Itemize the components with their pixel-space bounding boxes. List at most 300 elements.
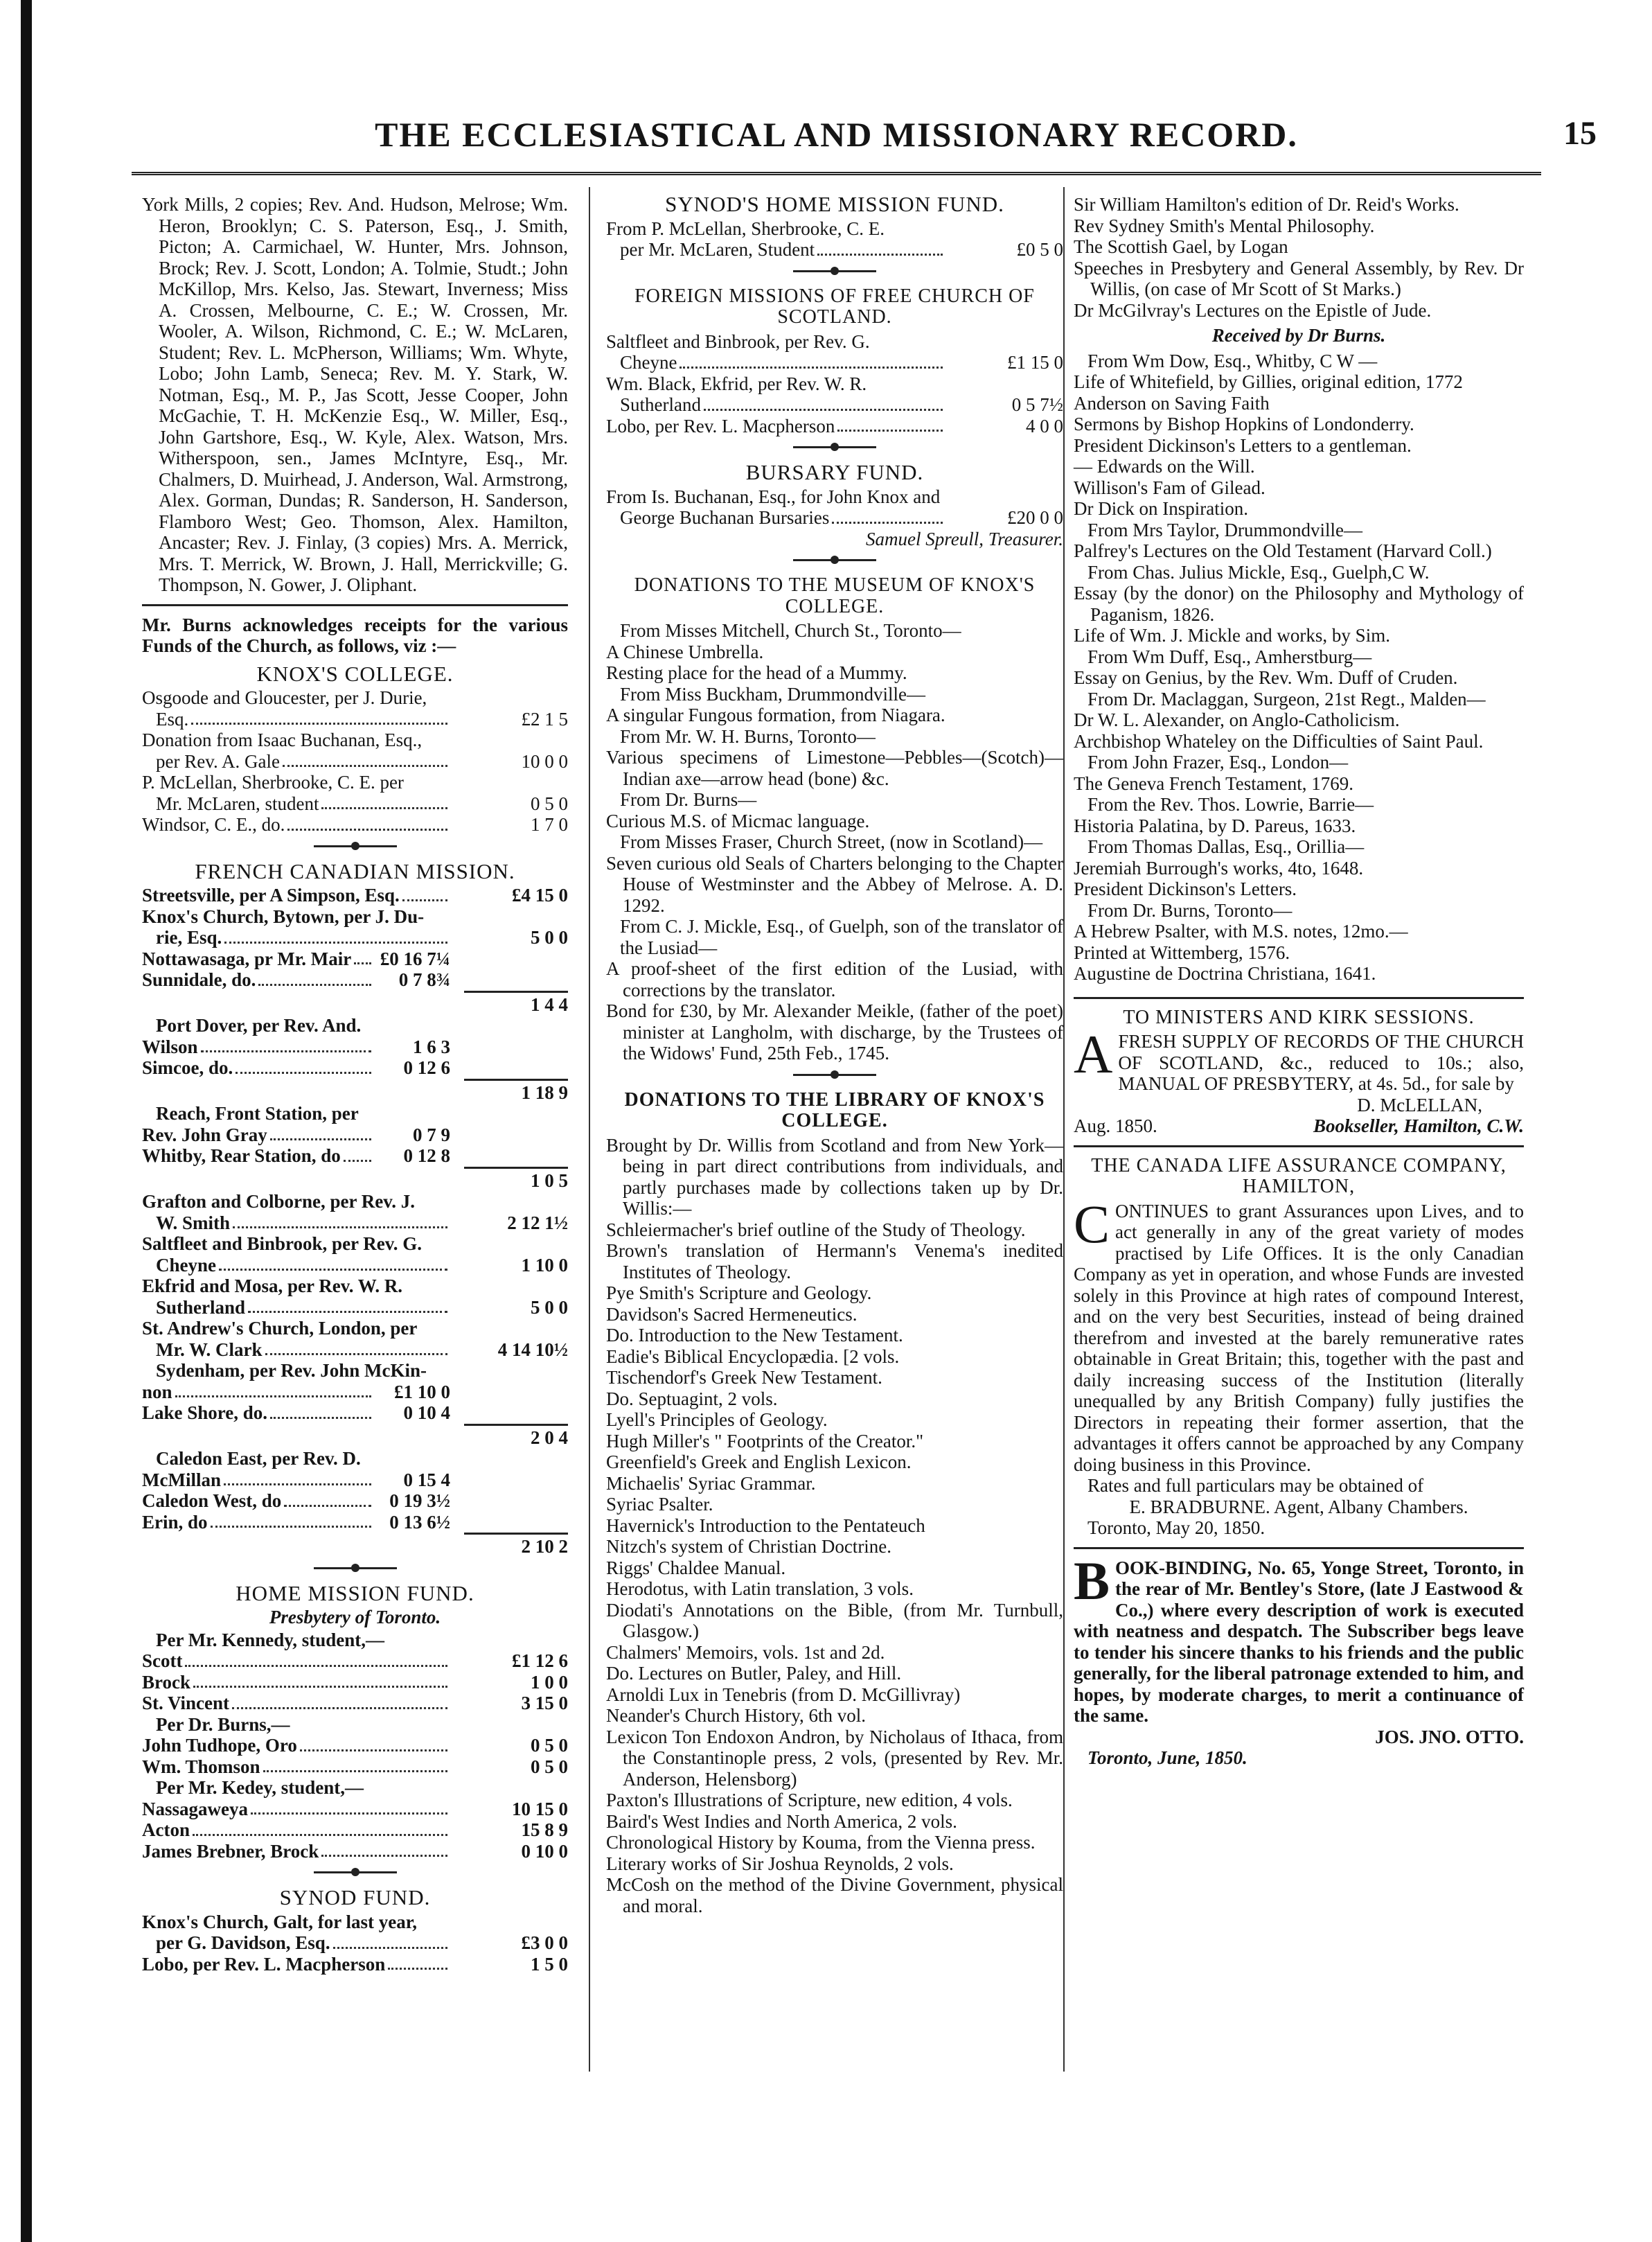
entry-line: From P. McLellan, Sherbrooke, C. E. bbox=[606, 218, 885, 239]
leader-dots bbox=[175, 1395, 371, 1397]
receipt-label: W. Smith bbox=[156, 1212, 231, 1233]
receipt-amount: £0 16 7¼ bbox=[380, 948, 450, 969]
column-left bbox=[142, 194, 568, 1975]
receipt-row bbox=[142, 793, 568, 815]
receipt-label: Lake Shore, do. bbox=[142, 1402, 268, 1423]
receipt-amount: 15 8 9 bbox=[521, 1819, 568, 1840]
leader-dots bbox=[837, 430, 943, 432]
receipt-amount: 1 10 0 bbox=[521, 1254, 568, 1276]
receipt-label: Esq. bbox=[156, 708, 189, 730]
list-item: Eadie's Biblical Encyclopædia. [2 vols. bbox=[606, 1345, 900, 1367]
receipt-label: Mr. W. Clark bbox=[156, 1339, 263, 1360]
receipt-label: Erin, do bbox=[142, 1511, 208, 1533]
divider bbox=[1074, 1145, 1524, 1147]
list-item: A proof-sheet of the first edition of the Lusiad, with corrections by the translator. bbox=[606, 958, 1063, 1000]
entry-line: Grafton and Colborne, per Rev. J. bbox=[142, 1191, 416, 1212]
receipt-row bbox=[142, 1124, 568, 1146]
subtotal bbox=[142, 1424, 568, 1449]
list-item: President Dickinson's Letters. bbox=[1074, 879, 1297, 899]
receipt-label: Cheyne bbox=[620, 352, 677, 373]
receipt-label: Nottawasaga, pr Mr. Mair bbox=[142, 948, 352, 969]
ad-records-signature: Bookseller, Hamilton, C.W. bbox=[1313, 1115, 1524, 1136]
list-item: Sir William Hamilton's edition of Dr. Reid's Works. bbox=[1074, 194, 1459, 215]
subtotal bbox=[142, 991, 568, 1016]
receipt-row bbox=[142, 814, 568, 836]
receipt-amount: 4 14 10½ bbox=[497, 1339, 568, 1360]
entry-line: Per Mr. Kedey, student,— bbox=[156, 1777, 364, 1798]
list-item: Syriac Psalter. bbox=[606, 1494, 713, 1515]
list-item: Archbishop Whateley on the Difficulties of Saint Paul. bbox=[1074, 730, 1484, 752]
receipt-row bbox=[142, 1672, 568, 1693]
receipt-amount: £20 0 0 bbox=[1007, 507, 1063, 528]
home-mission-receipts bbox=[142, 1630, 568, 1862]
leader-dots bbox=[270, 1417, 371, 1419]
foreign-missions-heading: FOREIGN MISSIONS OF FREE CHURCH OF SCOTLAND. bbox=[634, 285, 1035, 328]
receipt-label: per Mr. McLaren, Student bbox=[620, 239, 815, 260]
receipt-amount: 0 19 3½ bbox=[389, 1490, 450, 1511]
receipt-label: James Brebner, Brock bbox=[142, 1840, 319, 1862]
list-item: Historia Palatina, by D. Pareus, 1633. bbox=[1074, 815, 1356, 836]
receipt-amount: 0 5 0 bbox=[531, 793, 568, 814]
synod-home-heading: SYNOD'S HOME MISSION FUND. bbox=[665, 192, 1004, 216]
french-mission-heading: FRENCH CANADIAN MISSION. bbox=[195, 858, 515, 883]
receipt-row bbox=[142, 1954, 568, 1975]
list-item: Brought by Dr. Willis from Scotland and from New York—being in part direct contributions from individuals, and partly purchases made by collections taken up by Dr. Willis:— bbox=[606, 1134, 1063, 1219]
receipt-row bbox=[142, 1841, 568, 1862]
receipt-row bbox=[606, 239, 1063, 261]
receipt-label: Streetsville, per A Simpson, Esq. bbox=[142, 885, 400, 906]
ad-canada-life-body: ONTINUES to grant Assurances upon Lives, and to act generally in any of the great variety of modes practised by Life Offices. It is the only Canadian Company as yet in operation, and whose Funds are invested solely in this Province at high rates of compound Interest, and on the very best Securities, instead of being drained therefrom and invested at the barely remunerative rates obtainable in Great Britain; this, together with the past and daily increasing success of the Institution (literally unequalled by any British Company) fully justifies the Directors in repeating their former assertion, that the advantages it offers cannot be approached by any Company doing business in this Province. bbox=[1074, 1200, 1524, 1475]
receipt-label: Nassagaweya bbox=[142, 1798, 248, 1819]
ad-canada-life-heading: THE CANADA LIFE ASSURANCE COMPANY, HAMILTON, bbox=[1091, 1154, 1507, 1197]
list-item: Baird's West Indies and North America, 2 vols. bbox=[606, 1810, 957, 1832]
divider bbox=[1074, 997, 1524, 999]
list-item: Schleiermacher's brief outline of the Study of Theology. bbox=[606, 1219, 1026, 1240]
subtotal bbox=[142, 1533, 568, 1557]
ad-canada-life bbox=[1074, 1156, 1524, 1539]
list-item: Brown's translation of Hermann's Venema's inedited Institutes of Theology. bbox=[606, 1240, 1063, 1282]
list-item: From Misses Mitchell, Church St., Toronto— bbox=[620, 620, 961, 641]
list-item: From Dr. Burns, Toronto— bbox=[1087, 899, 1293, 921]
receipt-label: per Rev. A. Gale bbox=[156, 750, 280, 772]
list-item: Seven curious old Seals of Charters belonging to the Chapter House of Westminster and the Abbey of Melrose. A. D. 1292. bbox=[606, 852, 1063, 916]
leader-dots bbox=[283, 765, 447, 767]
entry-line: Knox's Church, Bytown, per J. Du- bbox=[142, 906, 425, 927]
receipt-amount: £3 0 0 bbox=[521, 1932, 568, 1953]
page-number: 15 bbox=[1563, 115, 1597, 152]
list-item: Do. Introduction to the New Testament. bbox=[606, 1325, 903, 1345]
list-item: Dr W. L. Alexander, on Anglo-Catholicism. bbox=[1074, 709, 1400, 730]
list-item: Various specimens of Limestone—Pebbles—(Scotch)—Indian axe—arrow head (bone) &c. bbox=[606, 747, 1063, 789]
divider bbox=[793, 559, 876, 565]
library-donations-continued bbox=[1074, 194, 1524, 321]
list-item: Herodotus, with Latin translation, 3 vols. bbox=[606, 1578, 914, 1599]
leader-dots bbox=[388, 1968, 447, 1970]
list-item: Essay (by the donor) on the Philosophy and Mythology of Paganism, 1826. bbox=[1074, 583, 1524, 625]
receipt-row bbox=[142, 1057, 568, 1079]
subtotal-amount: 2 10 2 bbox=[464, 1533, 568, 1557]
receipt-label: Scott bbox=[142, 1650, 183, 1671]
leader-dots bbox=[236, 1072, 371, 1074]
list-item: From Misses Fraser, Church Street, (now in Scotland)— bbox=[620, 831, 1043, 852]
bursary-heading: BURSARY FUND. bbox=[745, 460, 924, 484]
leader-dots bbox=[321, 1855, 447, 1857]
receipt-label: Mr. McLaren, student bbox=[156, 793, 319, 814]
receipt-label: rie, Esq. bbox=[156, 927, 222, 948]
entry-line: Saltfleet and Binbrook, per Rev. G. bbox=[606, 330, 870, 352]
list-item: Chronological History by Kouma, from the Vienna press. bbox=[606, 1832, 1036, 1853]
receipt-label: Wilson bbox=[142, 1036, 198, 1057]
receipt-row bbox=[142, 1490, 568, 1512]
receipt-amount: 2 12 1½ bbox=[507, 1212, 568, 1233]
receipt-amount: 0 10 4 bbox=[403, 1402, 450, 1423]
french-mission-receipts bbox=[142, 885, 568, 1557]
list-item: Do. Lectures on Butler, Paley, and Hill. bbox=[606, 1663, 902, 1684]
entry-line: Ekfrid and Mosa, per Rev. W. R. bbox=[142, 1276, 403, 1296]
list-item: The Scottish Gael, by Logan bbox=[1074, 236, 1288, 257]
leader-dots bbox=[354, 962, 371, 964]
list-item: From Wm Dow, Esq., Whitby, C W — bbox=[1087, 350, 1378, 371]
leader-dots bbox=[704, 409, 943, 411]
list-item: From Chas. Julius Mickle, Esq., Guelph,C W. bbox=[1087, 561, 1430, 583]
list-item: Hugh Miller's " Footprints of the Creator." bbox=[606, 1430, 924, 1451]
receipt-label: St. Vincent bbox=[142, 1693, 230, 1713]
list-item: Literary works of Sir Joshua Reynolds, 2 vols. bbox=[606, 1853, 954, 1874]
list-item: Anderson on Saving Faith bbox=[1074, 392, 1270, 414]
receipt-label: Sutherland bbox=[156, 1296, 246, 1318]
list-item: Augustine de Doctrina Christiana, 1641. bbox=[1074, 963, 1376, 984]
divider bbox=[142, 604, 568, 606]
leader-dots bbox=[321, 807, 447, 809]
list-item: Neander's Church History, 6th vol. bbox=[606, 1705, 867, 1726]
leader-dots bbox=[287, 829, 447, 831]
ad-canada-life-date: Toronto, May 20, 1850. bbox=[1087, 1517, 1265, 1538]
ad-book-binding-body: OOK-BINDING, No. 65, Yonge Street, Toronto, in the rear of Mr. Bentley's Store, (late J Eastwood & Co.,) where every description of work is executed with neatness and despatch. The Subscriber begs leave to tender his sincere thanks to his friends and the public generally, for the liberal patronage extended to him, and hopes, by moderate charges, to merit a continuance of the same. bbox=[1074, 1557, 1524, 1726]
divider bbox=[314, 1567, 397, 1573]
entry-line: Wm. Black, Ekfrid, per Rev. W. R. bbox=[606, 373, 867, 394]
receipt-label: Whitby, Rear Station, do bbox=[142, 1145, 341, 1166]
list-item: Riggs' Chaldee Manual. bbox=[606, 1557, 786, 1578]
list-item: Curious M.S. of Micmac language. bbox=[606, 810, 870, 831]
list-item: Life of Wm. J. Mickle and works, by Sim. bbox=[1074, 625, 1390, 646]
receipt-amount: 3 15 0 bbox=[521, 1693, 568, 1713]
receipt-amount: 5 0 0 bbox=[531, 927, 568, 948]
receipt-row bbox=[142, 1512, 568, 1533]
list-item: Diodati's Annotations on the Bible, (from Mr. Turnbull, Glasgow.) bbox=[606, 1599, 1063, 1641]
list-item: Willison's Fam of Gilead. bbox=[1074, 477, 1265, 498]
receipt-amount: 0 7 9 bbox=[413, 1124, 450, 1145]
receipt-row bbox=[142, 709, 568, 730]
list-item: Chalmers' Memoirs, vols. 1st and 2d. bbox=[606, 1641, 885, 1663]
receipt-row bbox=[142, 969, 568, 991]
ad-canada-life-more: Rates and full particulars may be obtained of bbox=[1087, 1475, 1424, 1496]
subtotal-amount: 1 4 4 bbox=[464, 991, 568, 1016]
knox-college-heading: KNOX'S COLLEGE. bbox=[256, 661, 454, 686]
list-item: Speeches in Presbytery and General Assembly, by Rev. Dr Willis, (on case of Mr Scott of St Marks.) bbox=[1074, 257, 1524, 299]
receipt-amount: 0 12 6 bbox=[403, 1057, 450, 1078]
list-item: Jeremiah Burrough's works, 4to, 1648. bbox=[1074, 857, 1364, 879]
leader-dots bbox=[265, 1353, 447, 1355]
receipt-row bbox=[142, 885, 568, 906]
receipt-amount: 0 5 0 bbox=[531, 1756, 568, 1777]
receipt-row bbox=[142, 1469, 568, 1491]
list-item: Resting place for the head of a Mummy. bbox=[606, 662, 907, 683]
list-item: From C. J. Mickle, Esq., of Guelph, son of the translator of the Lusiad— bbox=[620, 916, 1063, 958]
drop-cap: A bbox=[1074, 1024, 1113, 1084]
list-item: From Dr. Burns— bbox=[620, 789, 757, 810]
receipt-amount: 5 0 0 bbox=[531, 1296, 568, 1318]
entry-line: Reach, Front Station, per bbox=[156, 1103, 359, 1124]
leader-dots bbox=[284, 1505, 371, 1507]
leader-dots bbox=[258, 984, 371, 986]
list-item: From Mrs Taylor, Drummondville— bbox=[1087, 519, 1363, 540]
drop-cap: C bbox=[1074, 1193, 1110, 1254]
leader-dots bbox=[680, 367, 943, 369]
list-item: Havernick's Introduction to the Pentateuch bbox=[606, 1515, 925, 1536]
receipt-row bbox=[142, 1735, 568, 1756]
leader-dots bbox=[402, 899, 447, 901]
museum-heading: DONATIONS TO THE MUSEUM OF KNOX'S COLLEGE. bbox=[634, 574, 1036, 617]
entry-line: Per Dr. Burns,— bbox=[156, 1713, 290, 1735]
list-item: A Hebrew Psalter, with M.S. notes, 12mo.— bbox=[1074, 921, 1408, 942]
leader-dots bbox=[201, 1050, 371, 1052]
leader-dots bbox=[191, 723, 447, 725]
receipt-row bbox=[142, 1402, 568, 1424]
receipt-label: Rev. John Gray bbox=[142, 1124, 267, 1145]
entry-line: Saltfleet and Binbrook, per Rev. G. bbox=[142, 1233, 423, 1254]
receipt-amount: 0 10 0 bbox=[521, 1840, 568, 1862]
column-right bbox=[1074, 194, 1524, 1769]
divider bbox=[1074, 1547, 1524, 1549]
leader-dots bbox=[270, 1138, 371, 1140]
receipt-amount: 1 5 0 bbox=[531, 1953, 568, 1975]
ad-records-date: Aug. 1850. bbox=[1074, 1115, 1157, 1136]
leader-dots bbox=[263, 1770, 447, 1772]
entry-line: From Is. Buchanan, Esq., for John Knox and bbox=[606, 486, 941, 507]
list-item: Lyell's Principles of Geology. bbox=[606, 1409, 828, 1430]
list-item: President Dickinson's Letters to a gentleman. bbox=[1074, 434, 1412, 456]
subtotal bbox=[142, 1079, 568, 1104]
leader-dots bbox=[333, 1947, 447, 1949]
received-heading: Received by Dr Burns. bbox=[1211, 325, 1386, 346]
leader-dots bbox=[232, 1707, 447, 1709]
receipt-amount: £4 15 0 bbox=[512, 885, 568, 906]
list-item: Bond for £30, by Mr. Alexander Meikle, (father of the poet) minister at Langholm, with discharge, by the Trustees of the Widows' Fund, 25th Feb., 1745. bbox=[606, 1000, 1063, 1063]
page-title: THE ECCLESIASTICAL AND MISSIONARY RECORD. bbox=[375, 115, 1298, 154]
receipt-label: Wm. Thomson bbox=[142, 1756, 260, 1777]
entry-line: Donation from Isaac Buchanan, Esq., bbox=[142, 730, 423, 750]
divider bbox=[793, 270, 876, 276]
receipt-label: Lobo, per Rev. L. Macpherson bbox=[142, 1953, 386, 1975]
receipt-row bbox=[142, 1382, 568, 1403]
receipt-amount: 0 7 8¾ bbox=[398, 969, 450, 990]
leader-dots bbox=[251, 1812, 447, 1815]
list-item: From the Rev. Thos. Lowrie, Barrie— bbox=[1087, 794, 1374, 815]
list-item: Do. Septuagint, 2 vols. bbox=[606, 1388, 778, 1409]
subtotal-amount: 1 0 5 bbox=[464, 1167, 568, 1192]
list-item: Tischendorf's Greek New Testament. bbox=[606, 1367, 882, 1388]
leader-dots bbox=[211, 1526, 371, 1528]
receipt-row bbox=[606, 352, 1063, 373]
receipt-row bbox=[142, 1819, 568, 1841]
knox-college-receipts bbox=[142, 687, 568, 836]
subtotal bbox=[142, 1167, 568, 1192]
subtotal-amount: 1 18 9 bbox=[464, 1079, 568, 1104]
receipt-amount: £1 15 0 bbox=[1007, 352, 1063, 373]
receipt-row bbox=[142, 1756, 568, 1778]
receipt-row bbox=[142, 751, 568, 773]
header-rule bbox=[132, 172, 1541, 175]
receipt-label: Sutherland bbox=[620, 394, 701, 415]
receipt-row bbox=[142, 1255, 568, 1276]
leader-dots bbox=[248, 1311, 447, 1313]
entry-line: Caledon East, per Rev. D. bbox=[156, 1448, 361, 1469]
scan-edge-bar bbox=[21, 0, 32, 2242]
leader-dots bbox=[233, 1226, 447, 1228]
divider bbox=[314, 845, 397, 851]
list-item: Pye Smith's Scripture and Geology. bbox=[606, 1282, 872, 1303]
receipt-amount: £1 12 6 bbox=[512, 1650, 568, 1671]
leader-dots bbox=[185, 1665, 447, 1667]
leader-dots bbox=[344, 1160, 371, 1162]
list-item: From John Frazer, Esq., London— bbox=[1087, 752, 1349, 773]
receipt-label: per G. Davidson, Esq. bbox=[156, 1932, 330, 1953]
subtotal-amount: 2 0 4 bbox=[464, 1424, 568, 1449]
library-heading: DONATIONS TO THE LIBRARY OF KNOX'S COLLEGE. bbox=[624, 1088, 1045, 1131]
receipt-row bbox=[142, 1650, 568, 1672]
receipt-row bbox=[606, 416, 1063, 437]
list-item: Life of Whitefield, by Gillies, original edition, 1772 bbox=[1074, 371, 1463, 392]
receipt-label: McMillan bbox=[142, 1469, 221, 1490]
entry-line: St. Andrew's Church, London, per bbox=[142, 1318, 418, 1339]
list-item: — Edwards on the Will. bbox=[1074, 456, 1255, 477]
list-item: Essay on Genius, by the Rev. Wm. Duff of Cruden. bbox=[1074, 667, 1458, 688]
entry-line: Sydenham, per Rev. John McKin- bbox=[156, 1360, 427, 1381]
list-item: The Geneva French Testament, 1769. bbox=[1074, 773, 1353, 794]
ad-records-name: D. McLELLAN, bbox=[1357, 1094, 1482, 1115]
receipt-label: Cheyne bbox=[156, 1254, 216, 1276]
receipt-amount: 0 5 0 bbox=[531, 1735, 568, 1756]
receipt-label: non bbox=[142, 1381, 172, 1402]
receipt-row bbox=[142, 1297, 568, 1318]
receipt-row bbox=[606, 507, 1063, 529]
list-item: Michaelis' Syriac Grammar. bbox=[606, 1472, 816, 1494]
receipt-label: Brock bbox=[142, 1671, 191, 1693]
receipt-amount: £2 1 5 bbox=[521, 708, 568, 730]
receipt-amount: £1 10 0 bbox=[394, 1381, 450, 1402]
column-divider bbox=[589, 187, 590, 2072]
divider bbox=[793, 446, 876, 452]
home-mission-heading: HOME MISSION FUND. bbox=[236, 1580, 474, 1605]
synod-fund-receipts bbox=[142, 1912, 568, 1975]
receipt-row bbox=[606, 394, 1063, 416]
ad-canada-life-signature: E. BRADBURNE. Agent, Albany Chambers. bbox=[1129, 1496, 1468, 1517]
home-mission-subheading: Presbytery of Toronto. bbox=[269, 1607, 441, 1627]
list-item: Dr Dick on Inspiration. bbox=[1074, 498, 1248, 519]
ad-book-binding-signature: JOS. JNO. OTTO. bbox=[1375, 1726, 1524, 1747]
divider bbox=[314, 1871, 397, 1878]
receipt-label: Sunnidale, do. bbox=[142, 969, 256, 990]
list-item: Rev Sydney Smith's Mental Philosophy. bbox=[1074, 215, 1375, 236]
leader-dots bbox=[193, 1834, 447, 1836]
column-divider bbox=[1063, 187, 1065, 2072]
leader-dots bbox=[224, 1483, 371, 1485]
receipt-amount: 10 0 0 bbox=[521, 750, 568, 772]
list-item: A Chinese Umbrella. bbox=[606, 641, 764, 662]
receipt-row bbox=[142, 1693, 568, 1714]
leader-dots bbox=[224, 942, 447, 944]
receipt-label: Acton bbox=[142, 1819, 190, 1840]
leader-dots bbox=[219, 1269, 447, 1271]
museum-donations bbox=[606, 620, 1063, 1064]
list-item: Sermons by Bishop Hopkins of Londonderry. bbox=[1074, 414, 1414, 434]
library-donations bbox=[606, 1135, 1063, 1917]
receipt-amount: 1 7 0 bbox=[531, 814, 568, 835]
list-item: Paxton's Illustrations of Scripture, new edition, 4 vols. bbox=[606, 1790, 1013, 1810]
receipt-amount: 1 0 0 bbox=[531, 1671, 568, 1693]
list-item: Greenfield's Greek and English Lexicon. bbox=[606, 1451, 912, 1472]
receipt-label: Caledon West, do bbox=[142, 1490, 282, 1511]
divider bbox=[793, 1074, 876, 1080]
drop-cap: B bbox=[1074, 1550, 1110, 1611]
receipt-row bbox=[142, 1799, 568, 1820]
receipt-row bbox=[142, 1932, 568, 1954]
entry-line: Port Dover, per Rev. And. bbox=[156, 1015, 362, 1036]
list-item: Lexicon Ton Endoxon Andron, by Nicholaus of Ithaca, from the Constantinople press, 2 vols, (presented by Rev. Mr. Anderson, Helensborg) bbox=[606, 1726, 1063, 1790]
list-item: Palfrey's Lectures on the Old Testament (Harvard Coll.) bbox=[1074, 540, 1492, 561]
list-item: From Mr. W. H. Burns, Toronto— bbox=[620, 725, 876, 747]
ad-book-binding bbox=[1074, 1550, 1524, 1769]
leader-dots bbox=[300, 1749, 447, 1751]
list-item: From Thomas Dallas, Esq., Orillia— bbox=[1087, 836, 1365, 857]
treasurer-signature: Samuel Spreull, Treasurer. bbox=[865, 528, 1063, 549]
receipt-label: John Tudhope, Oro bbox=[142, 1735, 297, 1756]
receipt-amount: 0 15 4 bbox=[403, 1469, 450, 1490]
entry-line: Knox's Church, Galt, for last year, bbox=[142, 1911, 418, 1932]
list-item: From Miss Buckham, Drummondville— bbox=[620, 683, 925, 705]
list-item: McCosh on the method of the Divine Government, physical and moral. bbox=[606, 1874, 1063, 1916]
receipt-row bbox=[142, 1145, 568, 1167]
entry-line: P. McLellan, Sherbrooke, C. E. per bbox=[142, 772, 404, 793]
list-item: A singular Fungous formation, from Niagara. bbox=[606, 705, 945, 725]
receipt-amount: 0 5 7½ bbox=[1011, 394, 1063, 415]
leader-dots bbox=[193, 1686, 447, 1688]
ad-book-binding-date: Toronto, June, 1850. bbox=[1087, 1747, 1247, 1768]
foreign-missions-receipts bbox=[606, 331, 1063, 437]
burns-note: Mr. Burns acknowledges receipts for the various Funds of the Church, as follows, viz :— bbox=[142, 614, 568, 656]
list-item: Davidson's Sacred Hermeneutics. bbox=[606, 1303, 858, 1325]
receipt-row bbox=[142, 1036, 568, 1058]
list-item: From Wm Duff, Esq., Amherstburg— bbox=[1087, 646, 1372, 667]
page-header bbox=[62, 114, 1610, 163]
receipt-amount: 4 0 0 bbox=[1026, 415, 1063, 436]
receipt-label: Simcoe, do. bbox=[142, 1057, 233, 1078]
list-item: From Dr. Maclaggan, Surgeon, 21st Regt., Malden— bbox=[1087, 688, 1486, 709]
receipt-amount: 0 13 6½ bbox=[389, 1511, 450, 1533]
list-item: Printed at Wittemberg, 1576. bbox=[1074, 942, 1290, 963]
receipt-label: George Buchanan Bursaries bbox=[620, 507, 830, 528]
receipt-row bbox=[142, 948, 568, 970]
ad-records bbox=[1074, 1007, 1524, 1137]
receipt-amount: £0 5 0 bbox=[1016, 239, 1063, 260]
subscriber-list: York Mills, 2 copies; Rev. And. Hudson, Melrose; Wm. Heron, Brooklyn; C. S. Paterson, Esq., J. Smith, Picton; A. Carmichael, W. Hunter, Mrs. Johnson, Brock; Rev. J. Scott, London; A. Tolmie, Studt.; John McKillop, Mrs. Kelso, Jas. Stewart, Inverness; Miss A. Crossen, Melbourne, C. E.; W. Crossen, Mr. Wooler, A. Wilson, Richmond, C. E.; W. McLaren, Student; Rev. L. McPherson, Williams; Wm. Whyte, Lobo; John Lamb, Seneca; Rev. M. Y. Stark, W. Notman, Esq., M. P., Jas Scott, Jesse Cooper, John McGachie, T. H. McKenzie Esq., W. Miller, Esq., John Gartshore, Esq., W. Kyle, Alex. Watson, Mrs. Witherspoon, sen., James McIntyre, Esq., Mr. Chalmers, D. Muirhead, J. Anderson, Wal. Armstrong, Alex. Gorman, Dundas; R. Sanderson, H. Sanderson, Flamboro West; Geo. Thomson, Alex. Hamilton, Ancaster; Rev. J. Finlay, (3 copies) Mrs. A. Merrick, Mrs. T. Merrick, W. Brown, J. Hall, Merrickville; G. Thompson, N. Gower, J. Oliphant. bbox=[142, 194, 568, 595]
list-item: Nitzch's system of Christian Doctrine. bbox=[606, 1536, 892, 1557]
received-donations bbox=[1074, 351, 1524, 985]
list-item: Arnoldi Lux in Tenebris (from D. McGillivray) bbox=[606, 1684, 961, 1705]
receipt-row bbox=[142, 927, 568, 948]
ad-records-body: FRESH SUPPLY OF RECORDS OF THE CHURCH OF SCOTLAND, &c., reduced to 10s.; also, MANUAL OF PRESBYTERY, at 4s. 5d., for sale by bbox=[1118, 1031, 1524, 1094]
column-middle bbox=[606, 194, 1063, 1916]
